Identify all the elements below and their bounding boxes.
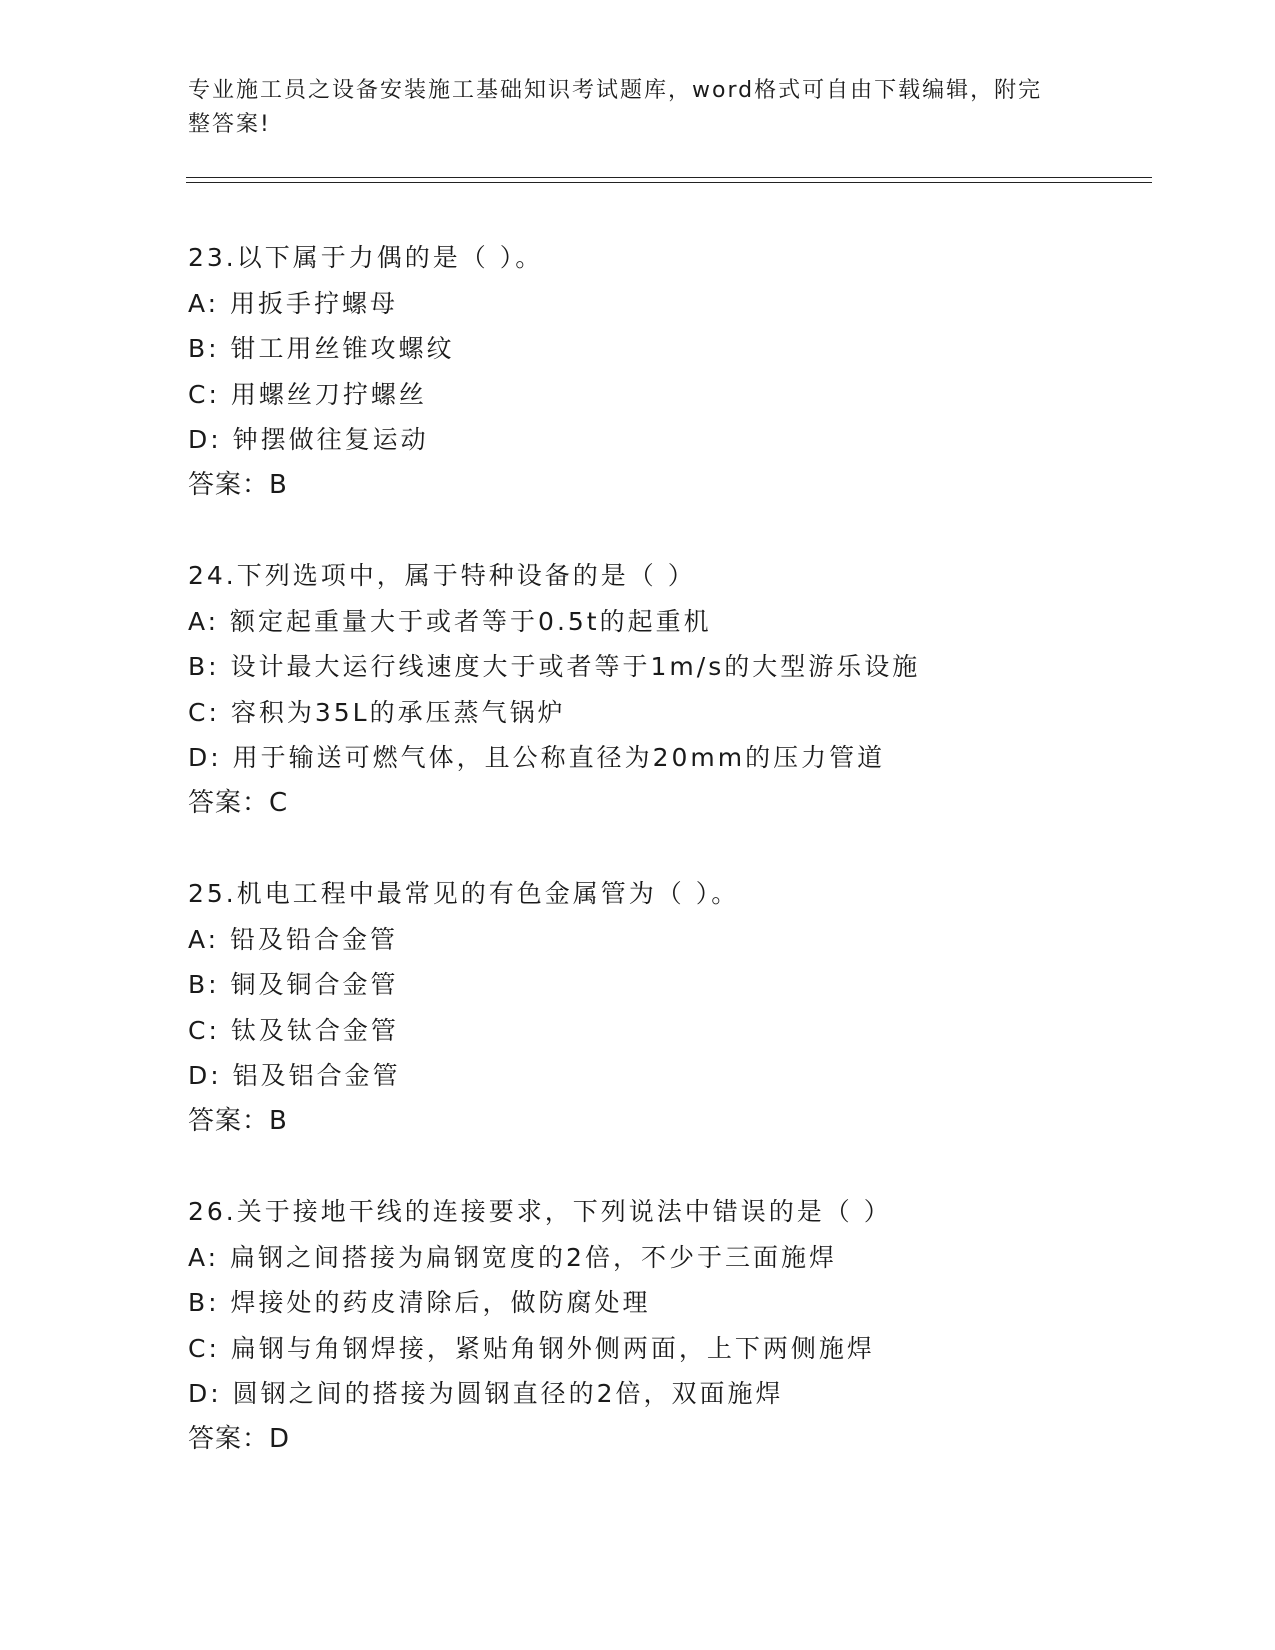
option-a: A: 用扳手拧螺母	[188, 288, 399, 318]
question-23	[188, 235, 1168, 508]
question-stem: 26.关于接地干线的连接要求，下列说法中错误的是（ ）	[188, 1197, 892, 1226]
option-c: C: 用螺丝刀拧螺丝	[188, 379, 427, 409]
option-a: A: 扁钢之间搭接为扁钢宽度的2倍，不少于三面施焊	[188, 1242, 837, 1272]
question-25	[188, 871, 1168, 1144]
answer: 答案：D	[188, 1423, 291, 1454]
option-d: D: 钟摆做往复运动	[188, 425, 429, 454]
option-d: D: 用于输送可燃气体，且公称直径为20mm的压力管道	[188, 743, 886, 772]
option-a: A: 额定起重量大于或者等于0.5t的起重机	[188, 606, 712, 636]
header-divider-bottom	[186, 182, 1152, 183]
option-b: B: 钳工用丝锥攻螺纹	[188, 334, 455, 363]
question-stem: 23.以下属于力偶的是（ ）。	[188, 243, 544, 272]
option-b: B: 焊接处的药皮清除后，做防腐处理	[188, 1288, 651, 1317]
answer: 答案：B	[188, 469, 288, 500]
option-d: D: 圆钢之间的搭接为圆钢直径的2倍，双面施焊	[188, 1379, 784, 1408]
option-b: B: 设计最大运行线速度大于或者等于1m/s的大型游乐设施	[188, 652, 921, 681]
header-divider-top	[186, 177, 1152, 178]
answer: 答案：B	[188, 1105, 288, 1136]
option-b: B: 铜及铜合金管	[188, 970, 399, 999]
header-line-2: 整答案!	[188, 112, 271, 137]
option-a: A: 铅及铅合金管	[188, 924, 399, 954]
question-stem: 25.机电工程中最常见的有色金属管为（ ）。	[188, 879, 740, 908]
question-24	[188, 553, 1168, 826]
question-stem: 24.下列选项中，属于特种设备的是（ ）	[188, 561, 696, 590]
answer: 答案：C	[188, 787, 289, 818]
option-d: D: 铝及铝合金管	[188, 1061, 401, 1090]
header-line-1: 专业施工员之设备安装施工基础知识考试题库，word格式可自由下载编辑，附完	[188, 78, 1043, 103]
option-c: C: 扁钢与角钢焊接，紧贴角钢外侧两面，上下两侧施焊	[188, 1333, 875, 1363]
option-c: C: 容积为35L的承压蒸气锅炉	[188, 697, 566, 727]
question-26	[188, 1189, 1168, 1462]
option-c: C: 钛及钛合金管	[188, 1015, 399, 1045]
document-header	[188, 74, 1088, 142]
